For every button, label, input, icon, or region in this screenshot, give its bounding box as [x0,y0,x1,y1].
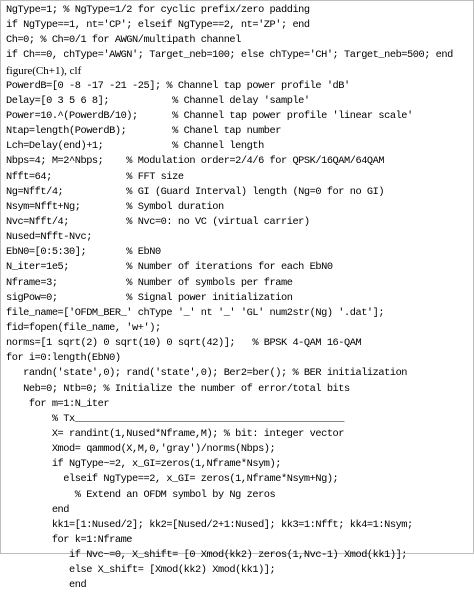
code-line: if Ch==0, chType='AWGN'; Target_neb=100; else chType='CH'; Target_neb=500; end [6,49,453,62]
code-line: if Nvc~=0, X_shift= [0 Xmod(kk2) zeros(1,Nvc-1) Xmod(kk1)]; [6,549,408,562]
code-line: Delay=[0 3 5 6 8]; % Channel delay 'sample' [6,94,310,107]
code-line: Nvc=Nfft/4; % Nvc=0: no VC (virtual carrier) [6,215,310,228]
code-line: X= randint(1,Nused*Nframe,M); % bit: integer vector [6,427,345,440]
code-line: Xmod= qammod(X,M,0,'gray')/norms(Nbps); [6,443,276,456]
code-line: Power=10.^(PowerdB/10); % Channel tap power profile 'linear scale' [6,109,413,122]
code-line: % Extend an OFDM symbol by Ng zeros [6,488,276,501]
code-line: Nframe=3; % Number of symbols per frame [6,276,293,289]
code-line: Lch=Delay(end)+1; % Channel length [6,140,264,153]
code-line: norms=[1 sqrt(2) 0 sqrt(10) 0 sqrt(42)]; % BPSK 4-QAM 16-QAM [6,337,362,350]
code-line: % Tx_______________________________________________ [6,412,345,425]
code-line: EbN0=[0:5:30]; % EbN0 [6,246,161,259]
code-line: kk1=[1:Nused/2]; kk2=[Nused/2+1:Nused]; kk3=1:Nfft; kk4=1:Nsym; [6,518,413,531]
code-line: fid=fopen(file_name, 'w+'); [6,321,161,334]
code-line: N_iter=1e5; % Number of iterations for each EbN0 [6,261,333,274]
code-line: if NgType==1, nt='CP'; elseif NgType==2, nt='ZP'; end [6,19,310,32]
code-line: figure(Ch+1), clf [6,64,82,77]
code-line: file_name=['OFDM_BER_' chType '_' nt '_' 'GL' num2str(Ng) '.dat']; [6,306,385,319]
code-line: end [6,503,70,516]
code-line: Nfft=64; % FFT size [6,170,184,183]
code-line: sigPow=0; % Signal power initialization [6,291,293,304]
code-line: PowerdB=[0 -8 -17 -21 -25]; % Channel tap power profile 'dB' [6,79,350,92]
code-line: Ntap=length(PowerdB); % Chanel tap number [6,125,281,138]
code-line: Ng=Nfft/4; % GI (Guard Interval) length (Ng=0 for no GI) [6,185,385,198]
code-line: if NgType~=2, x_GI=zeros(1,Nframe*Nsym); [6,458,281,471]
code-line: randn('state',0); rand('state',0); Ber2=ber(); % BER initialization [6,367,408,380]
code-line: Nbps=4; M=2^Nbps; % Modulation order=2/4/6 for QPSK/16QAM/64QAM [6,155,385,168]
code-line: for k=1:Nframe [6,533,133,546]
code-line: Ch=0; % Ch=0/1 for AWGN/multipath channel [6,34,241,47]
code-line: end [6,579,87,592]
code-line: for i=0:length(EbN0) [6,352,121,365]
code-line: elseif NgType==2, x_GI= zeros(1,Nframe*Nsym+Ng); [6,473,339,486]
code-line: else X_shift= [Xmod(kk2) Xmod(kk1)]; [6,564,276,577]
code-line: Neb=0; Ntb=0; % Initialize the number of error/total bits [6,382,350,395]
code-line: Nsym=Nfft+Ng; % Symbol duration [6,200,224,213]
code-line: Nused=Nfft-Nvc; [6,231,92,244]
code-line: for m=1:N_iter [6,397,110,410]
code-line: NgType=1; % NgType=1/2 for cyclic prefix/zero padding [6,4,310,16]
